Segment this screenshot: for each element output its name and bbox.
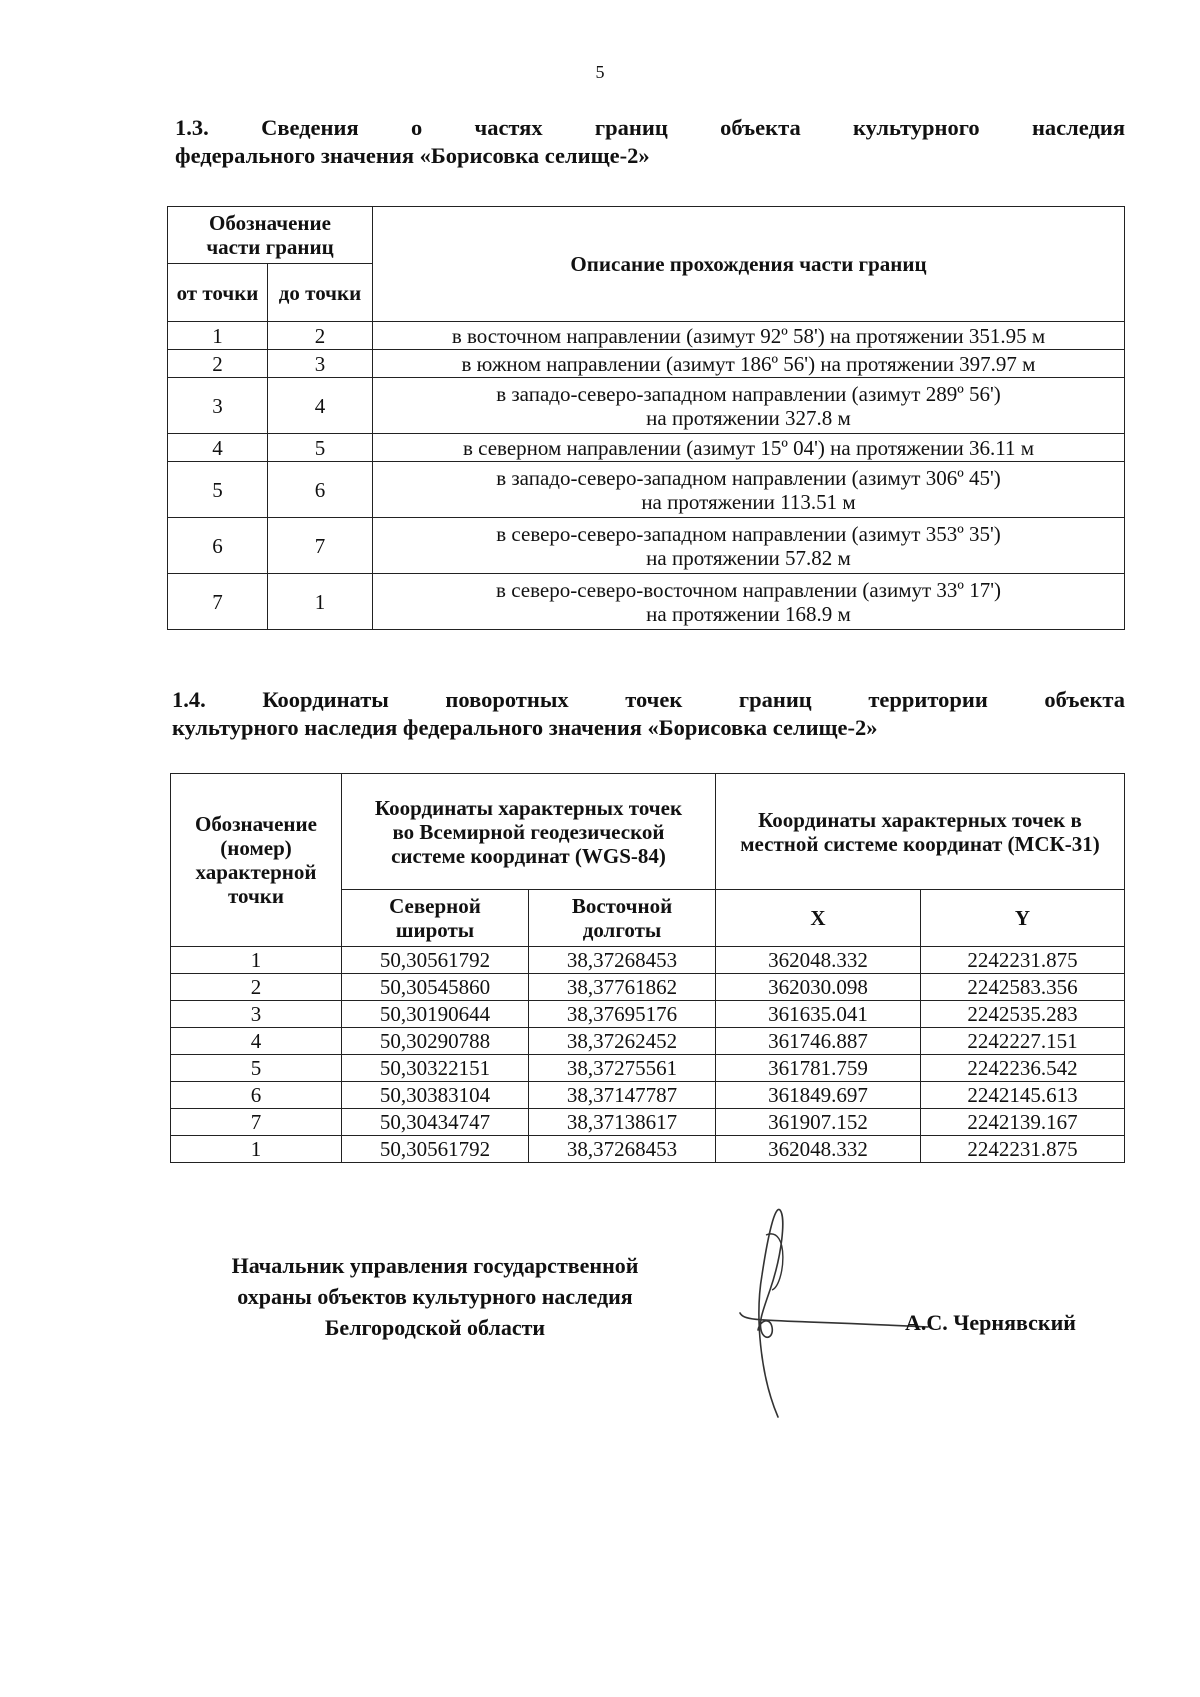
cell-x: 362048.332: [716, 947, 921, 974]
cell-lat: 50,30561792: [342, 947, 529, 974]
cell-lat: 50,30434747: [342, 1109, 529, 1136]
position-line: Начальник управления государственной: [231, 1253, 639, 1278]
cell-x: 362048.332: [716, 1136, 921, 1163]
col-to-header: до точки: [268, 264, 373, 322]
cell-point: 5: [171, 1055, 342, 1082]
table-row: [171, 1082, 1125, 1109]
signatory-position: [175, 1250, 695, 1343]
cell-description: [373, 378, 1125, 434]
cell-lat: 50,30561792: [342, 1136, 529, 1163]
cell-lon: 38,37695176: [529, 1001, 716, 1028]
handwritten-signature-icon: [700, 1195, 930, 1425]
table-row: [168, 378, 1125, 434]
heading-line: культурного наследия федерального значения «Борисовка селище-2»: [172, 715, 878, 740]
cell-point: 1: [171, 947, 342, 974]
cell-lon: 38,37275561: [529, 1055, 716, 1082]
position-line: охраны объектов культурного наследия: [237, 1284, 633, 1309]
coordinates-table: [170, 773, 1125, 1163]
cell-lon: 38,37147787: [529, 1082, 716, 1109]
boundary-parts-table: [167, 206, 1125, 630]
cell-description: [373, 322, 1125, 350]
cell-description: [373, 518, 1125, 574]
page-number: 5: [595, 62, 605, 82]
table-row: [168, 518, 1125, 574]
cell-lat: 50,30290788: [342, 1028, 529, 1055]
cell-y: 2242236.542: [921, 1055, 1125, 1082]
section-1-3-heading: [175, 114, 1125, 170]
cell-from: 4: [168, 434, 268, 462]
table-row: [171, 974, 1125, 1001]
table-row: [171, 1001, 1125, 1028]
cell-point: 3: [171, 1001, 342, 1028]
cell-y: 2242227.151: [921, 1028, 1125, 1055]
heading-line: 1.3. Сведения о частях границ объекта культурного наследия: [175, 115, 1125, 140]
col-lon-header: Восточной долготы: [529, 890, 716, 947]
description-line: в северо-северо-восточном направлении (азимут 33º 17'): [496, 577, 1001, 602]
description-line: в западо-северо-западном направлении (азимут 306º 45'): [496, 465, 1001, 490]
col-msk-header: Координаты характерных точек в местной системе координат (МСК-31): [716, 774, 1125, 890]
table-row: [171, 1028, 1125, 1055]
cell-from: 2: [168, 350, 268, 378]
position-line: Белгородской области: [324, 1315, 546, 1340]
cell-x: 361746.887: [716, 1028, 921, 1055]
description-line: на протяжении 168.9 м: [646, 601, 851, 626]
cell-lon: 38,37268453: [529, 947, 716, 974]
cell-x: 361781.759: [716, 1055, 921, 1082]
cell-to: 7: [268, 518, 373, 574]
col-point-header: Обозначение (номер) характерной точки: [171, 774, 342, 947]
cell-from: 1: [168, 322, 268, 350]
cell-point: 2: [171, 974, 342, 1001]
description-line: в северо-северо-западном направлении (азимут 353º 35'): [496, 521, 1001, 546]
cell-x: 361635.041: [716, 1001, 921, 1028]
col-group-header: Обозначение части границ: [168, 207, 373, 264]
cell-x: 361907.152: [716, 1109, 921, 1136]
cell-x: 361849.697: [716, 1082, 921, 1109]
cell-to: 1: [268, 574, 373, 630]
cell-from: 5: [168, 462, 268, 518]
col-lat-header: Северной широты: [342, 890, 529, 947]
signatory-name: А.С. Чернявский: [905, 1310, 1076, 1335]
description-line: в восточном направлении (азимут 92º 58') на протяжении 351.95 м: [451, 323, 1046, 348]
table-row: [168, 322, 1125, 350]
col-from-header: от точки: [168, 264, 268, 322]
cell-y: 2242145.613: [921, 1082, 1125, 1109]
table-row: [171, 947, 1125, 974]
cell-lat: 50,30190644: [342, 1001, 529, 1028]
col-wgs-header: Координаты характерных точек во Всемирной геодезической системе координат (WGS-84): [342, 774, 716, 890]
cell-point: 1: [171, 1136, 342, 1163]
cell-x: 362030.098: [716, 974, 921, 1001]
cell-lon: 38,37268453: [529, 1136, 716, 1163]
cell-to: 2: [268, 322, 373, 350]
cell-to: 4: [268, 378, 373, 434]
description-line: в западо-северо-западном направлении (азимут 289º 56'): [496, 381, 1001, 406]
description-line: в северном направлении (азимут 15º 04') на протяжении 36.11 м: [462, 435, 1034, 460]
cell-to: 5: [268, 434, 373, 462]
cell-description: [373, 462, 1125, 518]
table-row: [168, 462, 1125, 518]
cell-y: 2242535.283: [921, 1001, 1125, 1028]
table-row: [171, 1136, 1125, 1163]
cell-y: 2242231.875: [921, 947, 1125, 974]
cell-lon: 38,37138617: [529, 1109, 716, 1136]
description-line: на протяжении 57.82 м: [646, 545, 851, 570]
cell-to: 6: [268, 462, 373, 518]
cell-from: 7: [168, 574, 268, 630]
cell-y: 2242139.167: [921, 1109, 1125, 1136]
cell-from: 3: [168, 378, 268, 434]
col-description-header: Описание прохождения части границ: [373, 207, 1125, 322]
table-row: [168, 350, 1125, 378]
cell-from: 6: [168, 518, 268, 574]
heading-line: 1.4. Координаты поворотных точек границ территории объекта: [172, 687, 1125, 712]
col-x-header: X: [716, 890, 921, 947]
cell-y: 2242583.356: [921, 974, 1125, 1001]
cell-description: [373, 574, 1125, 630]
description-line: на протяжении 327.8 м: [646, 405, 851, 430]
cell-lat: 50,30545860: [342, 974, 529, 1001]
col-y-header: Y: [921, 890, 1125, 947]
cell-lon: 38,37262452: [529, 1028, 716, 1055]
section-1-4-heading: [172, 686, 1125, 742]
table-row: [171, 1109, 1125, 1136]
cell-point: 7: [171, 1109, 342, 1136]
cell-point: 6: [171, 1082, 342, 1109]
cell-lon: 38,37761862: [529, 974, 716, 1001]
table-row: [168, 574, 1125, 630]
description-line: в южном направлении (азимут 186º 56') на протяжении 397.97 м: [461, 351, 1036, 376]
cell-point: 4: [171, 1028, 342, 1055]
description-line: на протяжении 113.51 м: [641, 489, 856, 514]
table-row: [168, 434, 1125, 462]
cell-y: 2242231.875: [921, 1136, 1125, 1163]
cell-description: [373, 434, 1125, 462]
cell-lat: 50,30383104: [342, 1082, 529, 1109]
heading-line: федерального значения «Борисовка селище-2»: [175, 143, 650, 168]
cell-lat: 50,30322151: [342, 1055, 529, 1082]
table-row: [171, 1055, 1125, 1082]
cell-description: [373, 350, 1125, 378]
cell-to: 3: [268, 350, 373, 378]
